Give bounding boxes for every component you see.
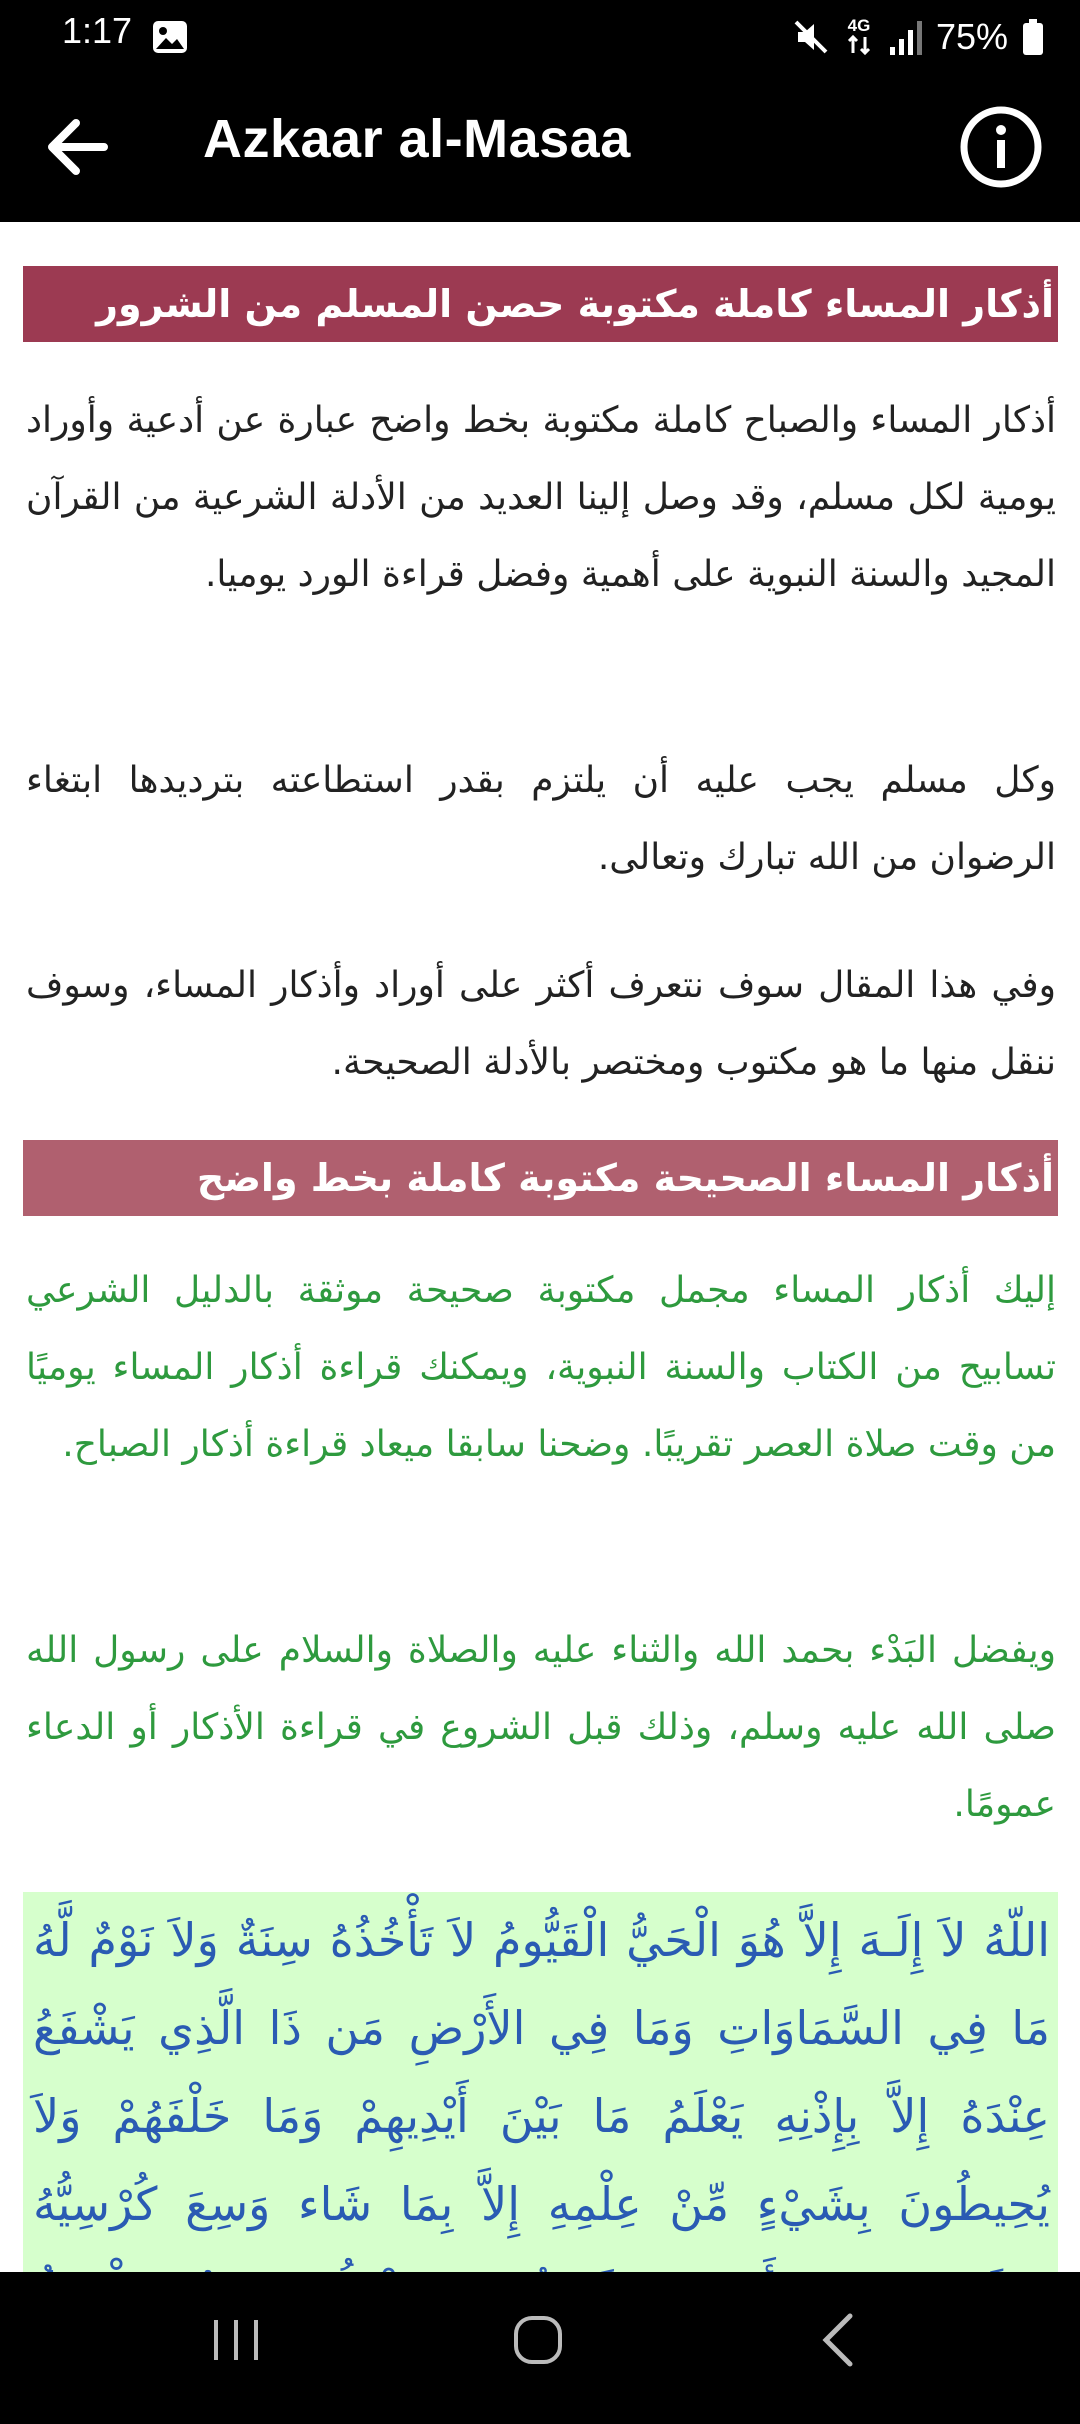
section-heading-1: أذكار المساء كاملة مكتوبة حصن المسلم من الشرور — [23, 266, 1058, 342]
paragraph-obligation: وكل مسلم يجب عليه أن يلتزم بقدر استطاعته بترديدها ابتغاء الرضوان من الله تبارك وتعالى. — [26, 760, 1056, 878]
status-icons — [792, 12, 1044, 62]
ayat-al-kursi-text: اللّهُ لاَ إِلَـهَ إِلاَّ هُوَ الْحَيُّ الْقَيُّومُ لاَ تَأْخُذُهُ سِنَةٌ وَلاَ نَوْمٌ لَّهُ مَا فِي السَّمَاوَاتِ وَمَا فِي الأَرْضِ مَن ذَا الَّذِي يَشْفَعُ عِنْدَهُ إِلاَّ بِإِذْنِهِ يَعْلَمُ مَا بَيْنَ أَيْدِيهِمْ وَمَا خَلْفَهُمْ وَلاَ يُحِيطُونَ بِشَيْءٍ مِّنْ عِلْمِهِ إِلاَّ بِمَا شَاء وَسِعَ كُرْسِيُّهُ — [33, 1913, 1050, 2231]
arrow-left-icon[interactable] — [40, 109, 116, 185]
home-icon[interactable] — [510, 2312, 566, 2368]
signal-icon — [888, 17, 922, 57]
article-content[interactable] — [0, 222, 1080, 2272]
battery-percent: 75% — [935, 16, 1008, 57]
gallery-icon — [152, 20, 188, 54]
paragraph-green-praise: ويفضل البَدْء بحمد الله والثناء عليه والصلاة والسلام على رسول الله صلى الله عليه وسلم، وذلك قبل الشروع في قراءة الأذكار أو الدعاء عمومًا. — [26, 1630, 1056, 1825]
status-bar — [0, 0, 1080, 72]
paragraph-green-intro: إليك أذكار المساء مجمل مكتوبة صحيحة موثقة بالدليل الشرعي تسابيح من الكتاب والسنة النبوية، ويمكنك قراءة أذكار المساء يوميًا من وقت صلاة العصر تقريبًا. وضحنا سابقا ميعاد قراءة أذكار الصباح. — [26, 1270, 1056, 1465]
4g-data-icon — [844, 15, 874, 59]
info-icon[interactable] — [958, 104, 1044, 190]
page-title: Azkaar al-Masaa — [203, 109, 631, 169]
paragraph-intro: أذكار المساء والصباح كاملة مكتوبة بخط واضح عبارة عن أدعية وأوراد يومية لكل مسلم، وقد وصل إلينا العديد من الأدلة الشرعية من القرآن المجيد والسنة النبوية على أهمية وفضل قراءة الورد يوميا. — [26, 400, 1056, 595]
network-type: 4G — [847, 16, 871, 35]
verse-box — [23, 1892, 1058, 2312]
recent-apps-icon[interactable] — [206, 2312, 266, 2368]
section-heading-2: أذكار المساء الصحيحة مكتوبة كاملة بخط واضح — [23, 1140, 1058, 1216]
app-bar — [0, 72, 1080, 222]
status-time: 1:17 — [62, 10, 133, 51]
mute-icon — [792, 18, 830, 56]
back-icon[interactable] — [818, 2310, 858, 2370]
paragraph-article-scope: وفي هذا المقال سوف نتعرف أكثر على أوراد وأذكار المساء، وسوف ننقل منها ما هو مكتوب ومختصر بالأدلة الصحيحة. — [26, 965, 1056, 1083]
battery-icon — [1022, 18, 1044, 56]
system-nav-bar — [0, 2272, 1080, 2408]
